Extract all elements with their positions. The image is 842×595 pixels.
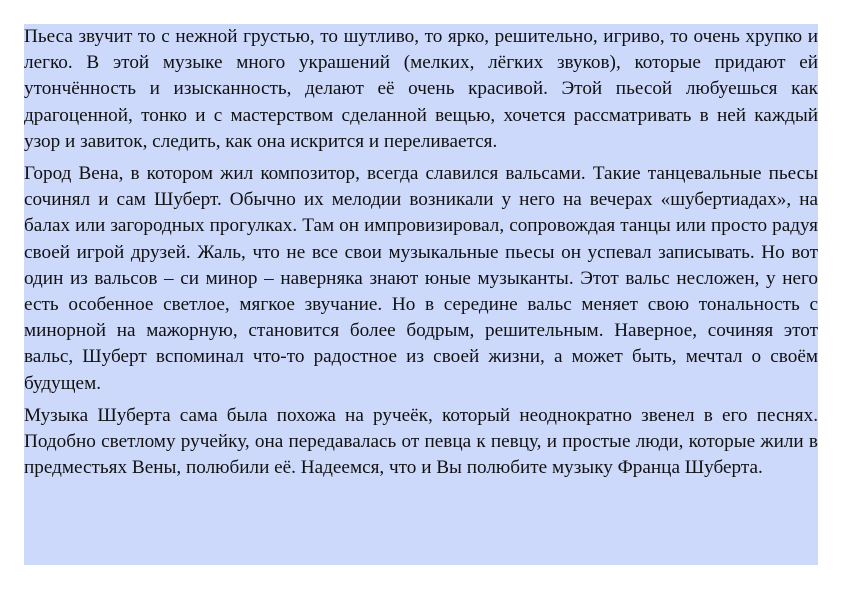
text-block <box>24 24 818 565</box>
paragraph-3: Музыка Шуберта сама была похожа на ручеёк, который неоднократно звенел в его песнях. Подобно светлому ручейку, она передавалась от певца к певцу, и простые люди, которые жили в предместьях Вены, полюбили её. Надеемся, что и Вы полюбите музыку Франца Шуберта. <box>24 404 818 479</box>
paragraph-1: Пьеса звучит то с нежной грустью, то шутливо, то ярко, решительно, игриво, то очень хрупко и легко. В этой музыке много украшений (мелких, лёгких звуков), которые придают ей утончённость и изысканность, делают её очень красивой. Этой пьесой любуешься как драгоценной, тонко и с мастерством сделанной вещью, хочется рассматривать в ней каждый узор и завиток, следить, как она искрится и переливается. <box>24 26 818 152</box>
paragraph-2: Город Вена, в котором жил композитор, всегда славился вальсами. Такие танцевальные пьесы сочинял и сам Шуберт. Обычно их мелодии возникали у него на вечерах «шубертиадах», на балах или загородных прогулках. Там он импровизировал, сопровождая танцы или просто радуя своей игрой друзей. Жаль, что не все свои музыкальные пьесы он успевал записывать. Но вот один из вальсов – си минор – наверняка знают юные музыканты. Этот вальс несложен, у него есть особенное светлое, мягкое звучание. Но в середине вальс меняет свою тональность с минорной на мажорную, становится более бодрым, решительным. Наверное, сочиняя этот вальс, Шуберт вспоминал что-то радостное из своей жизни, а может быть, мечтал о своём будущем. <box>24 163 818 394</box>
